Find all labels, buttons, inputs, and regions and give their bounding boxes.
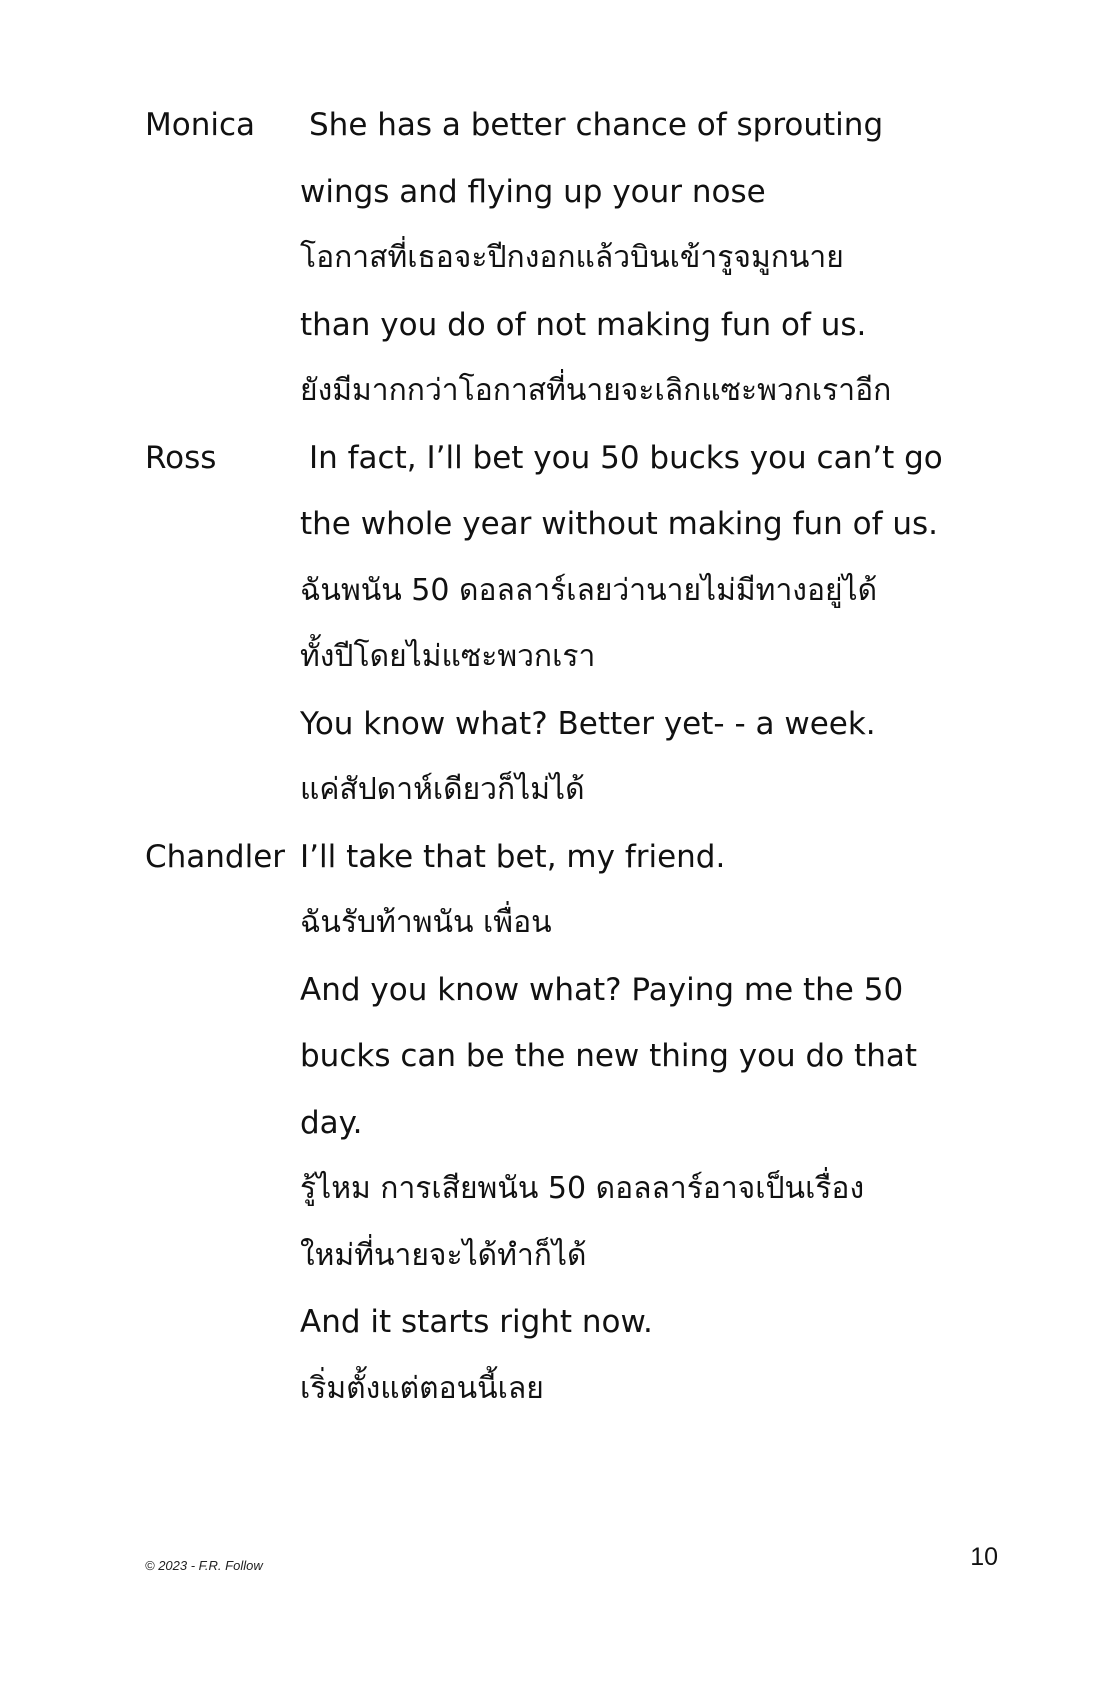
dialogue-script <box>145 92 1025 1422</box>
dialogue-line <box>145 92 1025 159</box>
speaker-name: Chandler <box>145 838 286 875</box>
dialogue-translation: ทั้งปีโดยไม่แซะพวกเรา <box>300 639 596 674</box>
dialogue-line <box>145 1289 1025 1356</box>
dialogue-text: You know what? Better yet- - a week. <box>300 705 876 742</box>
dialogue-line <box>145 1090 1025 1157</box>
dialogue-line <box>145 757 1025 824</box>
dialogue-text: I’ll take that bet, my friend. <box>300 838 726 875</box>
dialogue-text: wings and flying up your nose <box>300 173 766 210</box>
dialogue-text: day. <box>300 1104 363 1141</box>
dialogue-line <box>145 358 1025 425</box>
dialogue-text: In fact, I’ll bet you 50 bucks you can’t go <box>309 439 943 476</box>
page-number: 10 <box>970 1543 998 1571</box>
dialogue-text: And you know what? Paying me the 50 <box>300 971 904 1008</box>
dialogue-translation: ยังมีมากกว่าโอกาสที่นายจะเลิกแซะพวกเราอีก <box>300 373 892 408</box>
dialogue-translation: แค่สัปดาห์เดียวก็ไม่ได้ <box>300 772 585 807</box>
dialogue-text: the whole year without making fun of us. <box>300 506 939 542</box>
dialogue-line <box>145 292 1025 359</box>
copyright-notice: © 2023 - F.R. Follow <box>145 1558 263 1573</box>
dialogue-line <box>145 1023 1025 1090</box>
dialogue-line <box>145 957 1025 1024</box>
dialogue-translation: ฉันพนัน 50 ดอลลาร์เลยว่านายไม่มีทางอยู่ได้ <box>300 572 878 608</box>
dialogue-text: She has a better chance of sprouting <box>309 107 884 143</box>
speaker-name: Monica <box>145 107 256 143</box>
dialogue-line <box>145 491 1025 558</box>
speaker-name: Ross <box>145 439 217 476</box>
dialogue-line <box>145 1156 1025 1223</box>
dialogue-line <box>145 824 1025 891</box>
dialogue-line <box>145 225 1025 292</box>
dialogue-line <box>145 890 1025 957</box>
dialogue-line <box>145 425 1025 492</box>
dialogue-line <box>145 558 1025 625</box>
dialogue-translation: โอกาสที่เธอจะปีกงอกแล้วบินเข้ารูจมูกนาย <box>300 240 844 275</box>
dialogue-translation: รู้ไหม การเสียพนัน 50 ดอลลาร์อาจเป็นเรื่อง <box>300 1171 865 1206</box>
dialogue-text: than you do of not making fun of us. <box>300 306 867 343</box>
dialogue-line <box>145 1223 1025 1290</box>
dialogue-line <box>145 691 1025 758</box>
dialogue-text: And it starts right now. <box>300 1304 653 1340</box>
dialogue-line <box>145 624 1025 691</box>
dialogue-line <box>145 1356 1025 1423</box>
dialogue-translation: ใหม่ที่นายจะได้ทำก็ได้ <box>300 1237 587 1273</box>
dialogue-translation: ฉันรับท้าพนัน เพื่อน <box>300 905 552 940</box>
dialogue-translation: เริ่มตั้งแต่ตอนนี้เลย <box>300 1370 544 1406</box>
dialogue-text: bucks can be the new thing you do that <box>300 1038 917 1074</box>
dialogue-line <box>145 159 1025 226</box>
